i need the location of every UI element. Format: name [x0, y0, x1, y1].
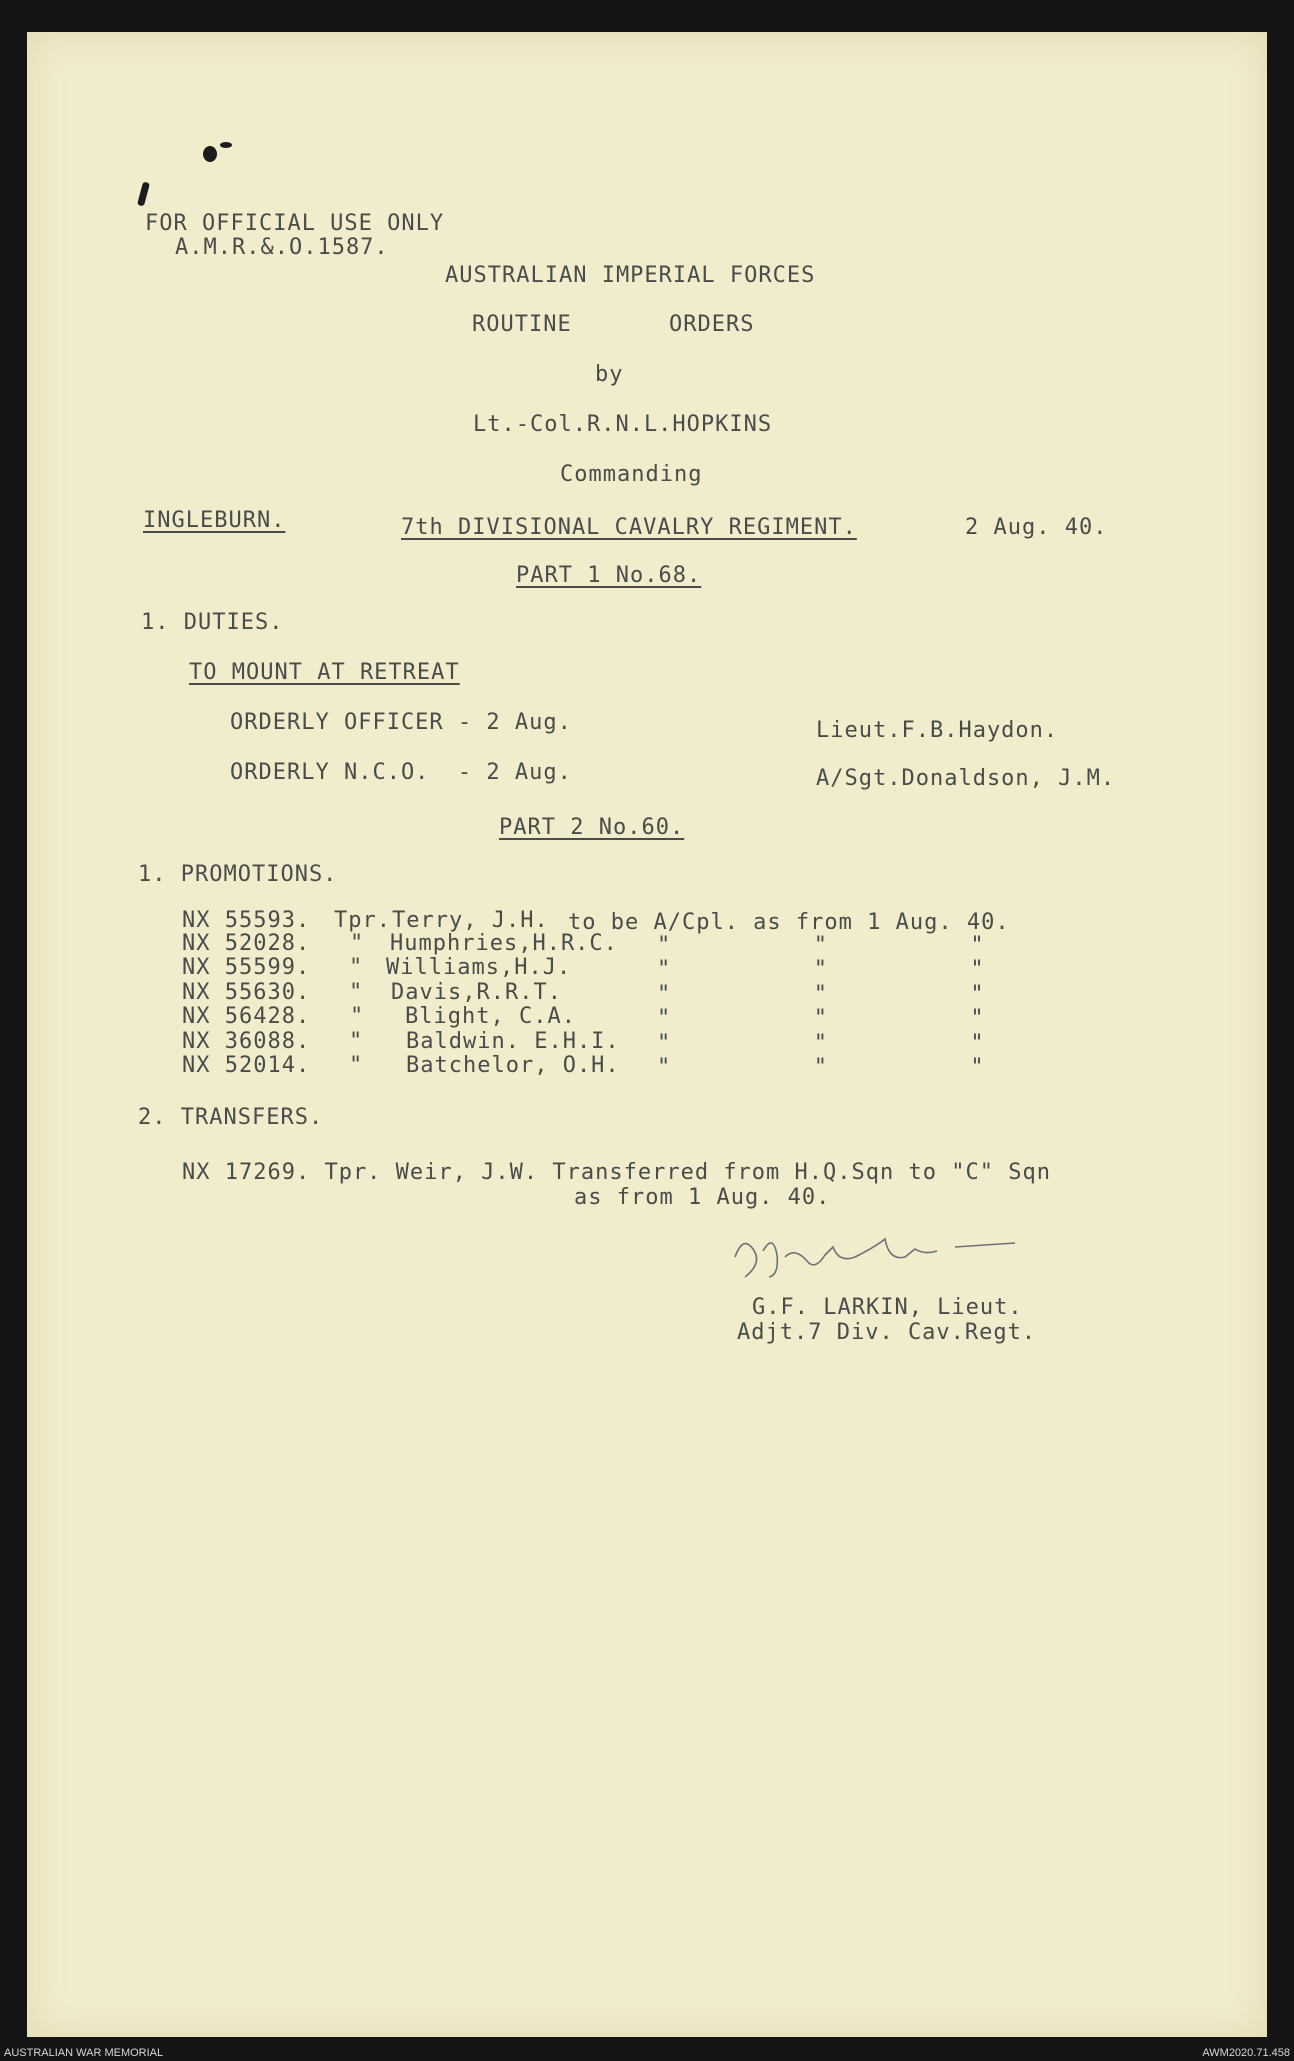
- duty-name: Lieut.F.B.Haydon.: [816, 718, 1059, 743]
- duty-role: ORDERLY OFFICER - 2 Aug.: [230, 710, 572, 735]
- commander-name: Lt.-Col.R.N.L.HOPKINS: [473, 412, 773, 437]
- rank: Tpr.: [334, 908, 391, 933]
- by-label: by: [595, 362, 624, 387]
- ink-blot: [203, 146, 217, 162]
- signatory-name: G.F. LARKIN, Lieut.: [752, 1295, 1023, 1320]
- organisation-title: AUSTRALIAN IMPERIAL FORCES: [445, 263, 816, 288]
- rank: ": [349, 1029, 364, 1054]
- soldier-name: Batchelor, O.H.: [406, 1053, 620, 1078]
- service-number: NX 55630.: [182, 980, 311, 1005]
- order-date: 2 Aug. 40.: [965, 515, 1108, 540]
- location: INGLEBURN.: [143, 508, 286, 533]
- archive-reference: AWM2020.71.458: [1202, 2047, 1290, 2059]
- duties-section-title: 1. DUTIES.: [141, 610, 284, 635]
- mount-at-retreat-heading: TO MOUNT AT RETREAT: [189, 660, 460, 685]
- service-number: NX 52028.: [182, 931, 311, 956]
- title-routine: ROUTINE: [472, 312, 572, 337]
- ink-blot: [137, 182, 150, 207]
- promotion-detail: " " ": [657, 1031, 985, 1056]
- promotion-detail: to be A/Cpl. as from 1 Aug. 40.: [568, 910, 1010, 935]
- service-number: NX 56428.: [182, 1004, 311, 1029]
- transfer-line: NX 17269. Tpr. Weir, J.W. Transferred from H.Q.Sqn to "C" Sqn: [182, 1160, 1051, 1185]
- soldier-name: Williams,H.J.: [386, 955, 572, 980]
- service-number: NX 55599.: [182, 955, 311, 980]
- archive-credit: AUSTRALIAN WAR MEMORIAL: [4, 2047, 164, 2059]
- promotion-detail: " " ": [657, 933, 985, 958]
- transfers-section-title: 2. TRANSFERS.: [138, 1105, 324, 1130]
- unit-name: 7th DIVISIONAL CAVALRY REGIMENT.: [401, 515, 857, 540]
- rank: ": [350, 1004, 365, 1029]
- promotion-detail: " " ": [657, 1006, 985, 1031]
- promotion-detail: " " ": [657, 982, 985, 1007]
- promotions-section-title: 1. PROMOTIONS.: [138, 862, 338, 887]
- rank: ": [349, 955, 364, 980]
- rank: ": [349, 1053, 364, 1078]
- duty-name: A/Sgt.Donaldson, J.M.: [816, 766, 1116, 791]
- rank: ": [349, 980, 364, 1005]
- promotion-detail: " " ": [657, 957, 985, 982]
- part2-heading: PART 2 No.60.: [499, 815, 685, 840]
- commanding-label: Commanding: [560, 462, 703, 487]
- service-number: NX 52014.: [182, 1053, 311, 1078]
- soldier-name: Blight, C.A.: [405, 1004, 576, 1029]
- soldier-name: Humphries,H.R.C.: [390, 931, 618, 956]
- ink-blot: [220, 142, 232, 148]
- soldier-name: Davis,R.R.T.: [391, 980, 562, 1005]
- duty-role: ORDERLY N.C.O. - 2 Aug.: [230, 760, 572, 785]
- signatory-title: Adjt.7 Div. Cav.Regt.: [737, 1320, 1037, 1345]
- soldier-name: Terry, J.H.: [392, 908, 549, 933]
- handwritten-signature: [715, 1227, 1045, 1297]
- promotion-detail: " " ": [657, 1055, 985, 1080]
- document-page: [27, 32, 1267, 2037]
- official-use-label: FOR OFFICIAL USE ONLY: [145, 211, 445, 236]
- service-number: NX 55593.: [182, 908, 311, 933]
- rank: ": [350, 931, 365, 956]
- title-orders: ORDERS: [669, 312, 755, 337]
- part1-heading: PART 1 No.68.: [516, 563, 702, 588]
- service-number: NX 36088.: [182, 1029, 311, 1054]
- transfer-line: as from 1 Aug. 40.: [574, 1185, 831, 1210]
- reference-number: A.M.R.&.O.1587.: [175, 235, 389, 260]
- soldier-name: Baldwin. E.H.I.: [406, 1029, 620, 1054]
